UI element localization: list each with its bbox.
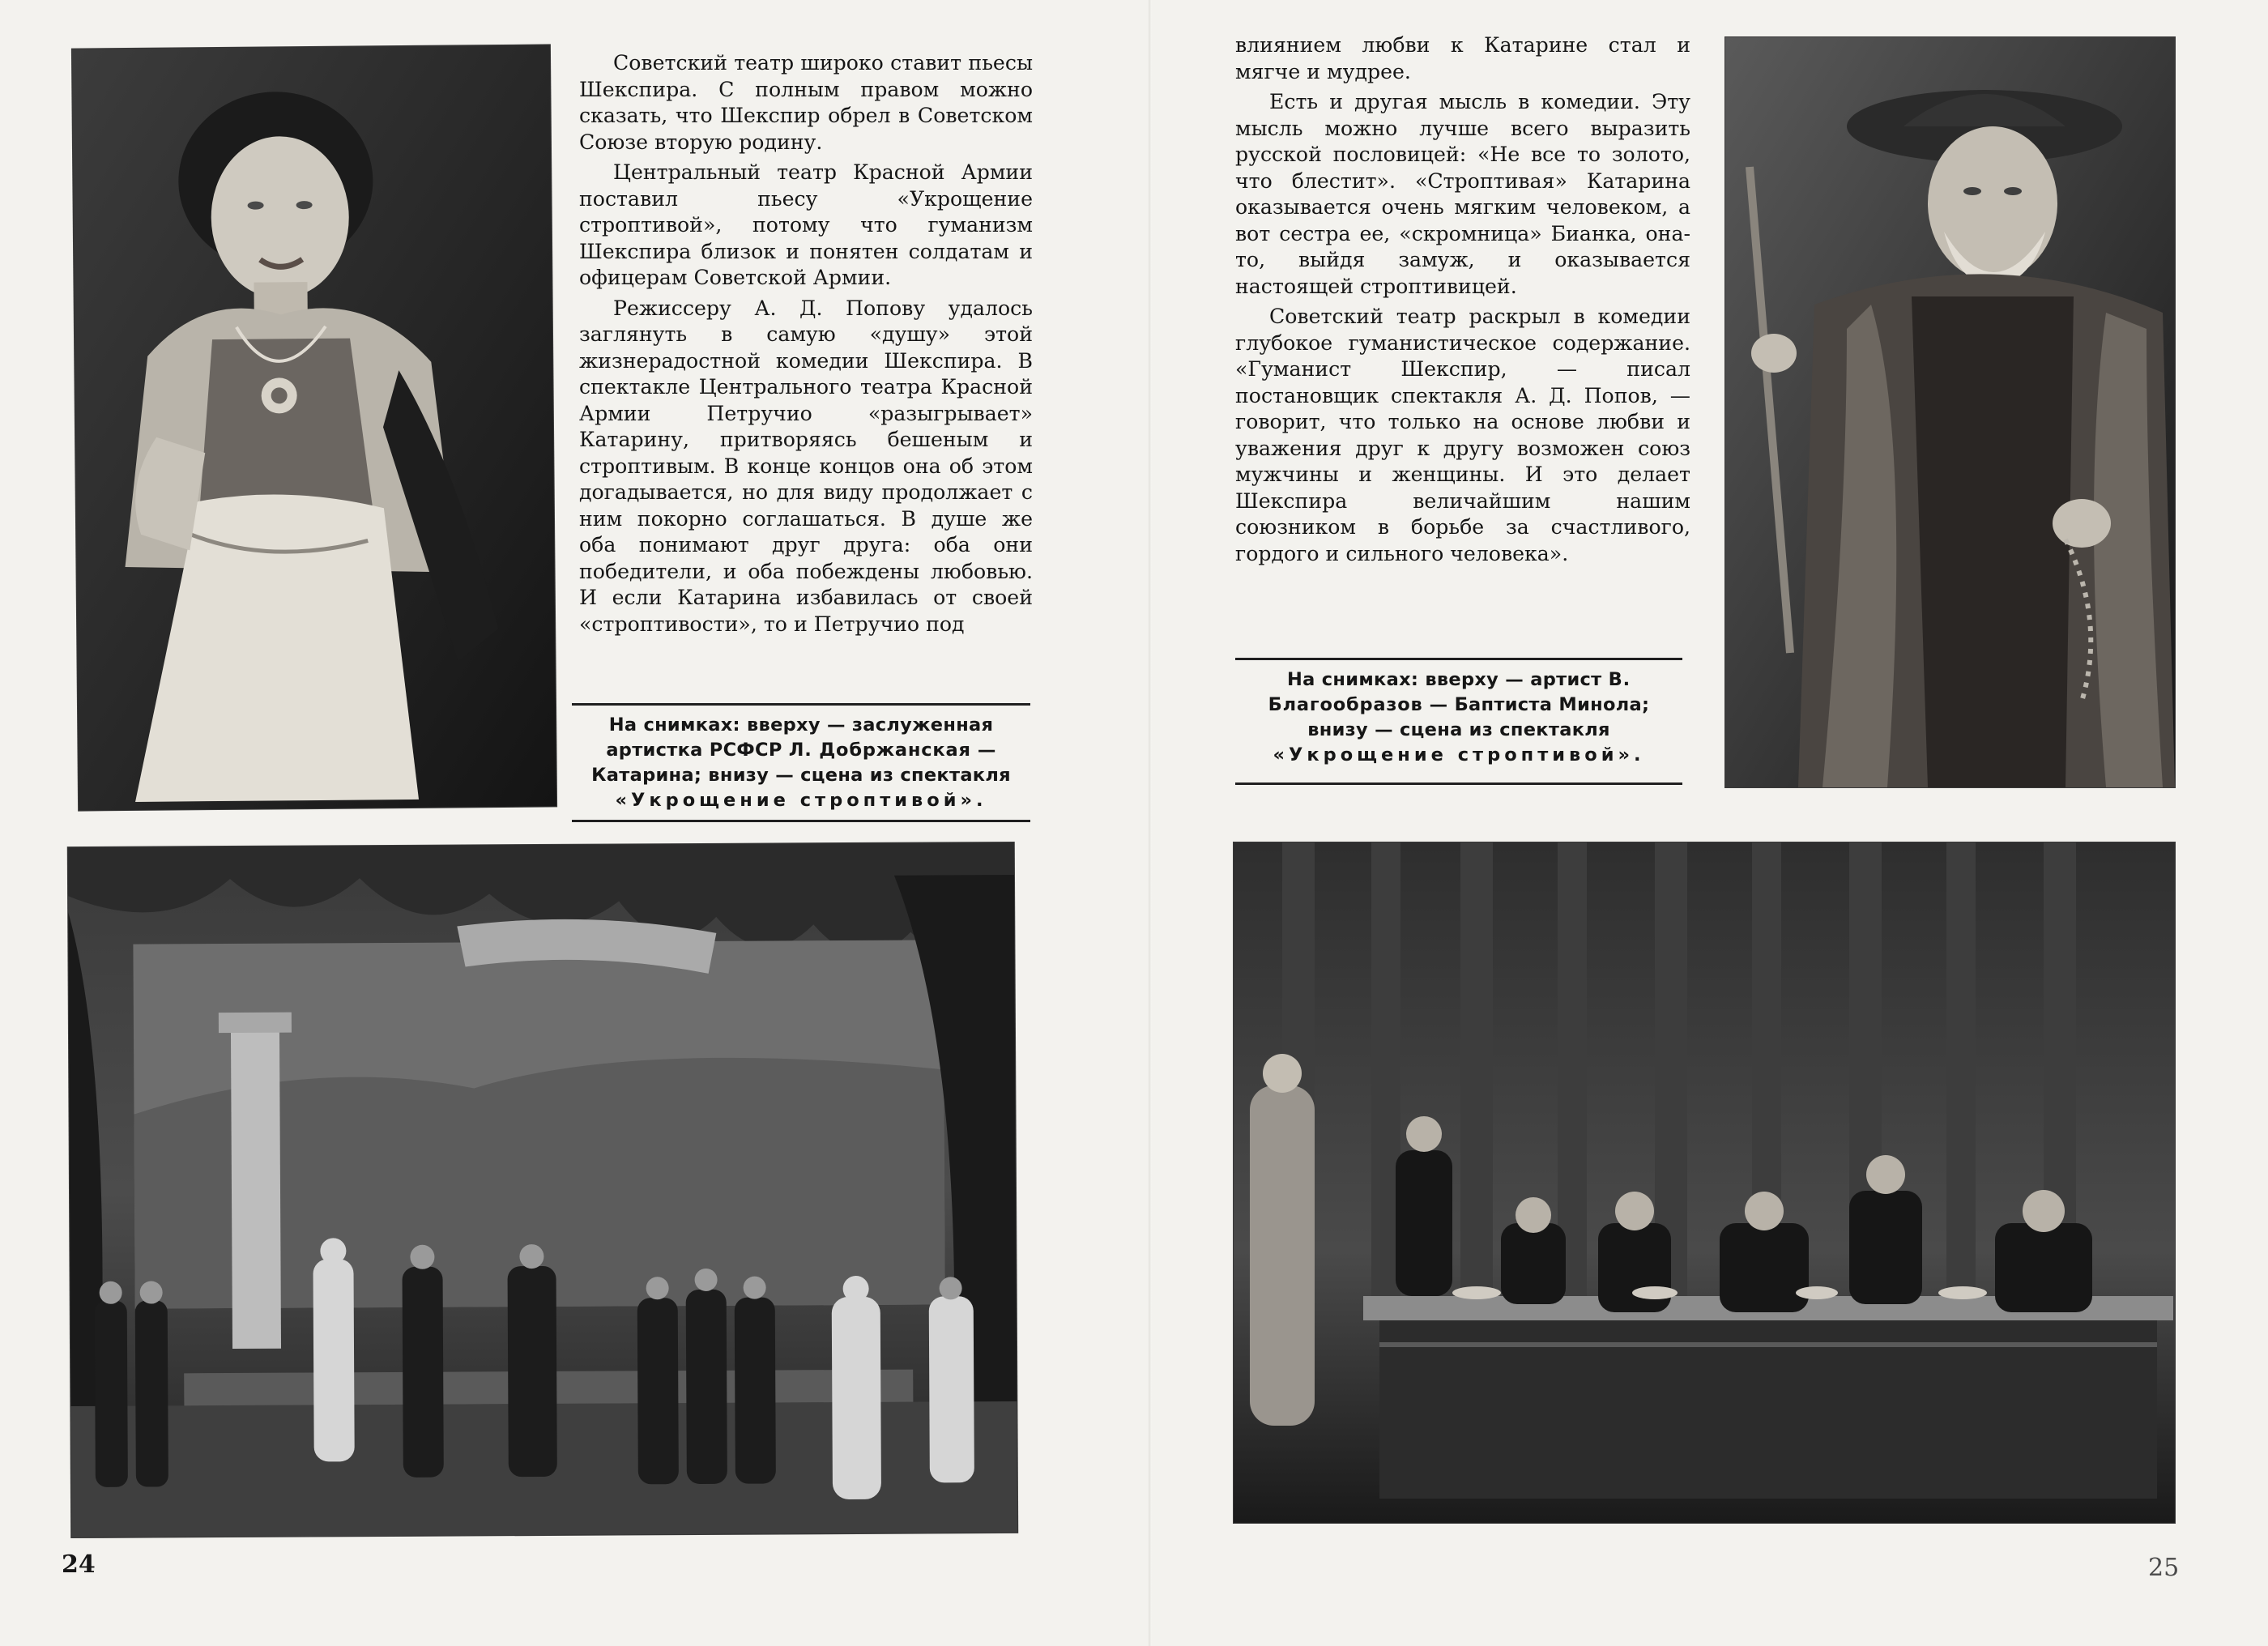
page-number-right: 25	[2148, 1554, 2180, 1582]
right-paragraph-3: Советский театр раскрыл в комедии глубокое гуманистическое содержание. «Гуманист Шекспир, — писал постановщик спектакля А. Д. Попов, — говорит, что только на основе любви и уважения друг к другу возможен союз мужчины и женщины. И это делает Шекспира величайшим нашим союзником в борьбе за счастливого, гордого и сильного человека».	[1235, 305, 1690, 565]
right-caption-title: «Укрощение строптивой».	[1273, 744, 1645, 765]
right-paragraph-2: Есть и другая мысль в комедии. Эту мысль можно лучше всего выразить русской пословицей: «Не все то золото, что блестит». «Строптивая» Катарина оказывается очень мягким человеком, а вот сестра ее, «скромница» Бианка, она-то, выйдя замуж, и оказывается настоящей строптивицей.	[1235, 90, 1690, 298]
right-photo-caption	[1235, 667, 1682, 768]
right-caption-name: В. Благообразов	[1268, 669, 1631, 715]
right-paragraph-1: влиянием любви к Катарине стал и мягче и мудрее.	[1235, 33, 1690, 83]
left-paragraph-3: Режиссеру А. Д. Попову удалось заглянуть в самую «душу» этой жизнерадостной комедии Шекспира. В спектакле Центрального театра Красной Армии Петручио «разыгрывает» Катарину, притворяясь бешеным и строптивым. В конце концов она об этом догадывается, но для виду продолжает с ним покорно соглашаться. В душе же оба понимают друг друга: оба они победители, и оба побеждены любовью. И если Катарина избавилась от своей «строптивости», то и Петручио под	[579, 296, 1033, 636]
left-paragraph-2: Центральный театр Красной Армии поставил пьесу «Укрощение строптивой», потому что гуманизм Шекспира близок и понятен солдатам и офицерам Советской Армии.	[579, 160, 1033, 289]
page-number-left: 24	[62, 1550, 96, 1579]
book-gutter	[1149, 0, 1152, 1646]
left-caption-lead: На снимках: вверху — заслуженная артистка РСФСР	[606, 714, 994, 761]
photo-stage-scene-left	[68, 842, 1017, 1537]
left-article-text	[579, 50, 1033, 642]
left-caption-name: Л. Добржанская	[788, 740, 971, 761]
right-caption-lead: На снимках: вверху — артист	[1287, 669, 1602, 690]
left-caption-title: «Укрощение строптивой».	[615, 790, 987, 811]
left-caption-rule-bottom	[572, 820, 1030, 822]
left-paragraph-1: Советский театр широко ставит пьесы Шекспира. С полным правом можно сказать, что Шекспир обрел в Советском Союзе вторую родину.	[579, 51, 1033, 154]
right-caption-rule-top	[1235, 658, 1682, 660]
photo-katarina-portrait	[72, 45, 556, 810]
left-caption-rule-top	[572, 703, 1030, 706]
left-photo-caption	[572, 713, 1030, 813]
right-article-text	[1235, 32, 1690, 571]
left-caption-middle: — Катарина; внизу — сцена из спектакля	[591, 740, 1011, 786]
photo-baptista-portrait	[1725, 37, 2175, 787]
photo-stage-scene-right	[1234, 842, 2175, 1523]
right-caption-middle: — Баптиста Минола; внизу — сцена из спектакля	[1307, 694, 1650, 740]
right-caption-rule-bottom	[1235, 782, 1682, 785]
